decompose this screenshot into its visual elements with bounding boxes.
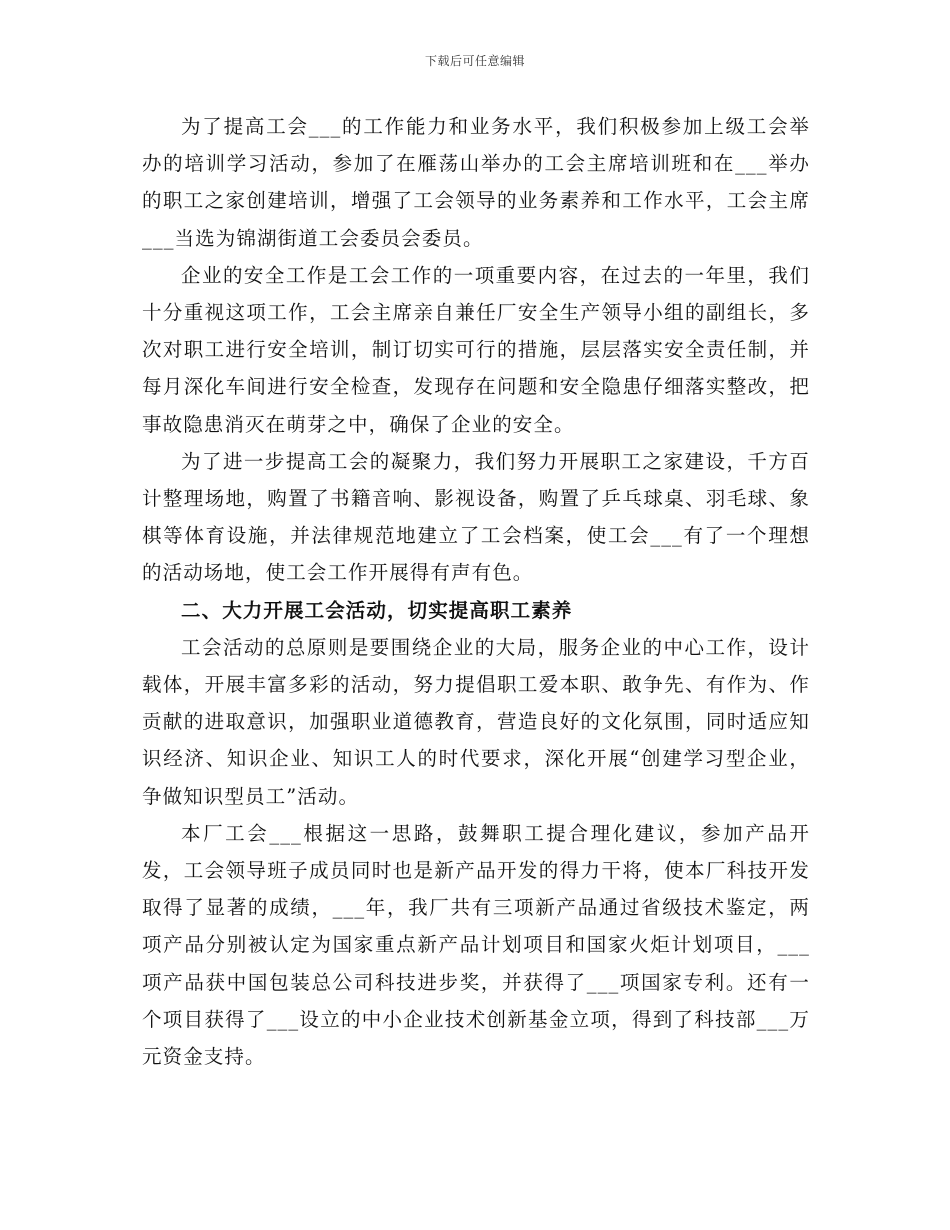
paragraph-safety: 企业的安全工作是工会工作的一项重要内容，在过去的一年里，我们十分重视这项工作，工会主席亲自兼任厂安全生产领导小组的副组长，多次对职工进行安全培训，制订切实可行的措施，层层落实安全责任制，并每月深化车间进行安全检查，发现存在问题和安全隐患仔细落实整改，把事故隐患消灭在萌芽之中，确保了企业的安全。 (142, 263, 810, 436)
section-heading: 二、大力开展工会活动，切实提高职工素养 (181, 598, 573, 622)
paragraph-staff-home: 为了进一步提高工会的凝聚力，我们努力开展职工之家建设，千方百计整理场地，购置了书籍音响、影视设备，购置了乒乓球桌、羽毛球、象棋等体育设施，并法律规范地建立了工会档案，使工会___有了一个理想的活动场地，使工会工作开展得有声有色。 (142, 449, 810, 585)
paragraph-training: 为了提高工会___的工作能力和业务水平，我们积极参加上级工会举办的培训学习活动，参加了在雁荡山举办的工会主席培训班和在___举办的职工之家创建培训，增强了工会领导的业务素养和工作水平，工会主席___当选为锦湖街道工会委员会委员。 (142, 115, 810, 250)
paragraph-innovation: 本厂工会___根据这一思路，鼓舞职工提合理化建议，参加产品开发，工会领导班子成员同时也是新产品开发的得力干将，使本厂科技开发取得了显著的成绩，___年，我厂共有三项新产品通过省级技术鉴定，两项产品分别被认定为国家重点新产品计划项目和国家火炬计划项目，___项产品获中国包装总公司科技进步奖，并获得了___项国家专利。还有一个项目获得了___设立的中小企业技术创新基金立项，得到了科技部___万元资金支持。 (142, 821, 810, 1069)
page-header: 下载后可任意编辑 (424, 54, 525, 68)
paragraph-activities: 工会活动的总原则是要围绕企业的大局，服务企业的中心工作，设计载体，开展丰富多彩的活动，努力提倡职工爱本职、敢争先、有作为、作贡献的进取意识，加强职业道德教育，营造良好的文化氛围，同时适应知识经济、知识企业、知识工人的时代要求，深化开展“创建学习型企业，争做知识型员工”活动。 (142, 635, 810, 808)
document-body (142, 108, 810, 1075)
